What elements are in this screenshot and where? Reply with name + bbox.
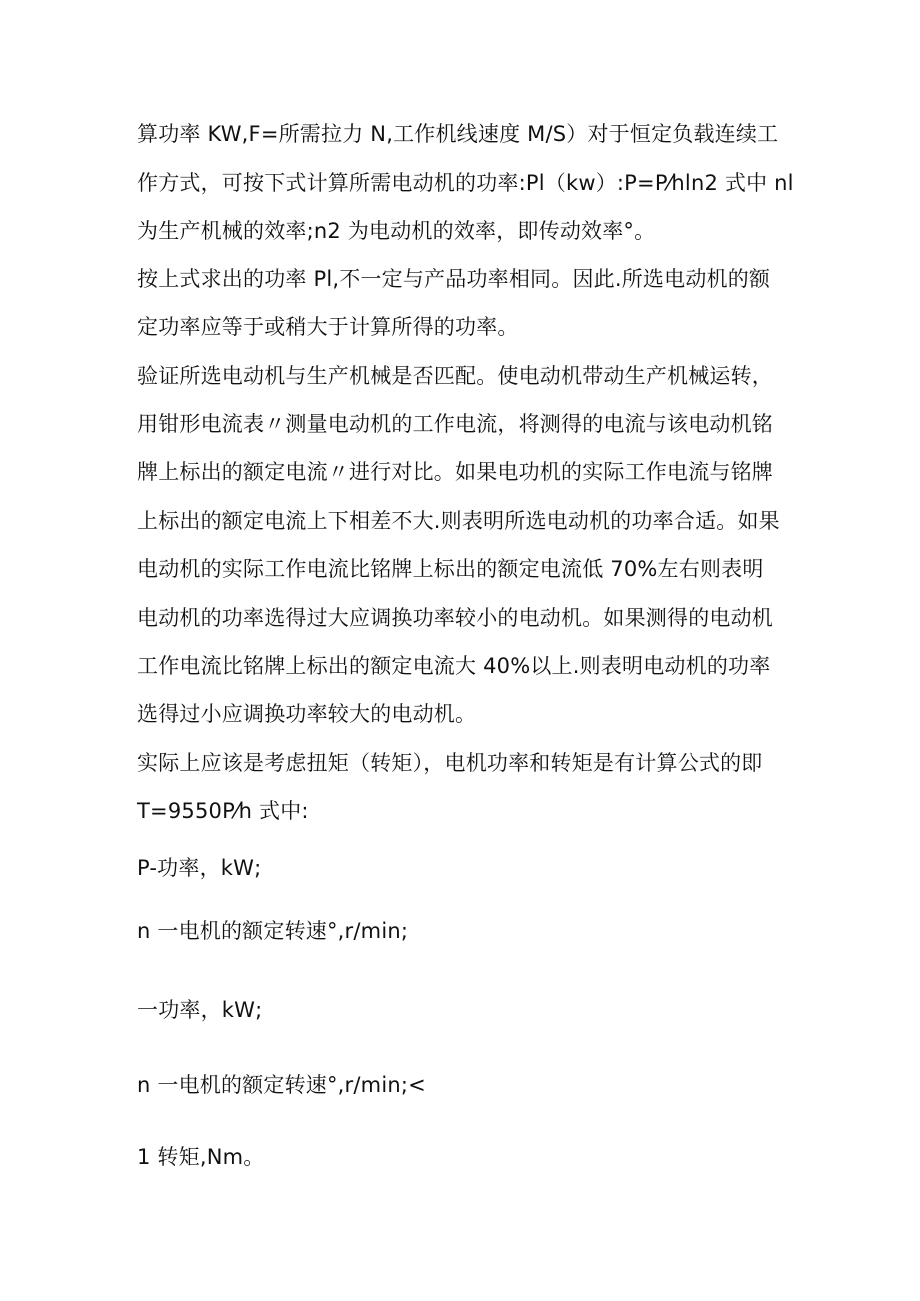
paragraph-line: 电动机的实际工作电流比铭牌上标出的额定电流低 70%左右则表明 — [137, 557, 764, 581]
definition-line: 一功率，kW; — [137, 998, 263, 1022]
paragraph-line: 验证所选电动机与生产机械是否匹配。使电动机带动生产机械运转， — [137, 364, 773, 388]
definition-line: n 一电机的额定转速°,r/min; — [137, 919, 409, 943]
paragraph-line: 算功率 KW,F=所需拉力 N,工作机线速度 M/S）对于恒定负载连续工 — [137, 122, 779, 146]
paragraph-line: 用钳形电流表〃测量电动机的工作电流，将测得的电流与该电动机铭 — [137, 412, 773, 436]
paragraph-line: 作方式，可按下式计算所需电动机的功率:Pl（kw）:P=P⁄hln2 式中 nl — [137, 171, 794, 195]
definition-line: P-功率，kW; — [137, 856, 262, 880]
formula-line: T=9550P⁄h 式中: — [137, 799, 309, 823]
paragraph-line: 电动机的功率选得过大应调换功率较小的电动机。如果测得的电动机 — [137, 606, 773, 630]
paragraph-line: 牌上标出的额定电流〃进行对比。如果电功机的实际工作电流与铭牌 — [137, 460, 773, 484]
paragraph-line: 为生产机械的效率;n2 为电动机的效率，即传动效率°。 — [137, 219, 656, 243]
paragraph-line: 按上式求出的功率 Pl,不一定与产品功率相同。因此.所选电动机的额 — [137, 267, 771, 291]
paragraph-line: 实际上应该是考虑扭矩（转矩），电机功率和转矩是有计算公式的即 — [137, 751, 763, 775]
definition-line: 1 转矩,Nm。 — [137, 1145, 265, 1169]
definition-line: n 一电机的额定转速°,r/min;< — [137, 1073, 426, 1097]
paragraph-line: 工作电流比铭牌上标出的额定电流大 40%以上.则表明电动机的功率 — [137, 654, 771, 678]
paragraph-line: 定功率应等于或稍大于计算所得的功率。 — [137, 315, 519, 339]
paragraph-line: 上标出的额定电流上下相差不大.则表明所选电动机的功率合适。如果 — [137, 509, 780, 533]
paragraph-line: 选得过小应调换功率较大的电动机。 — [137, 702, 477, 726]
